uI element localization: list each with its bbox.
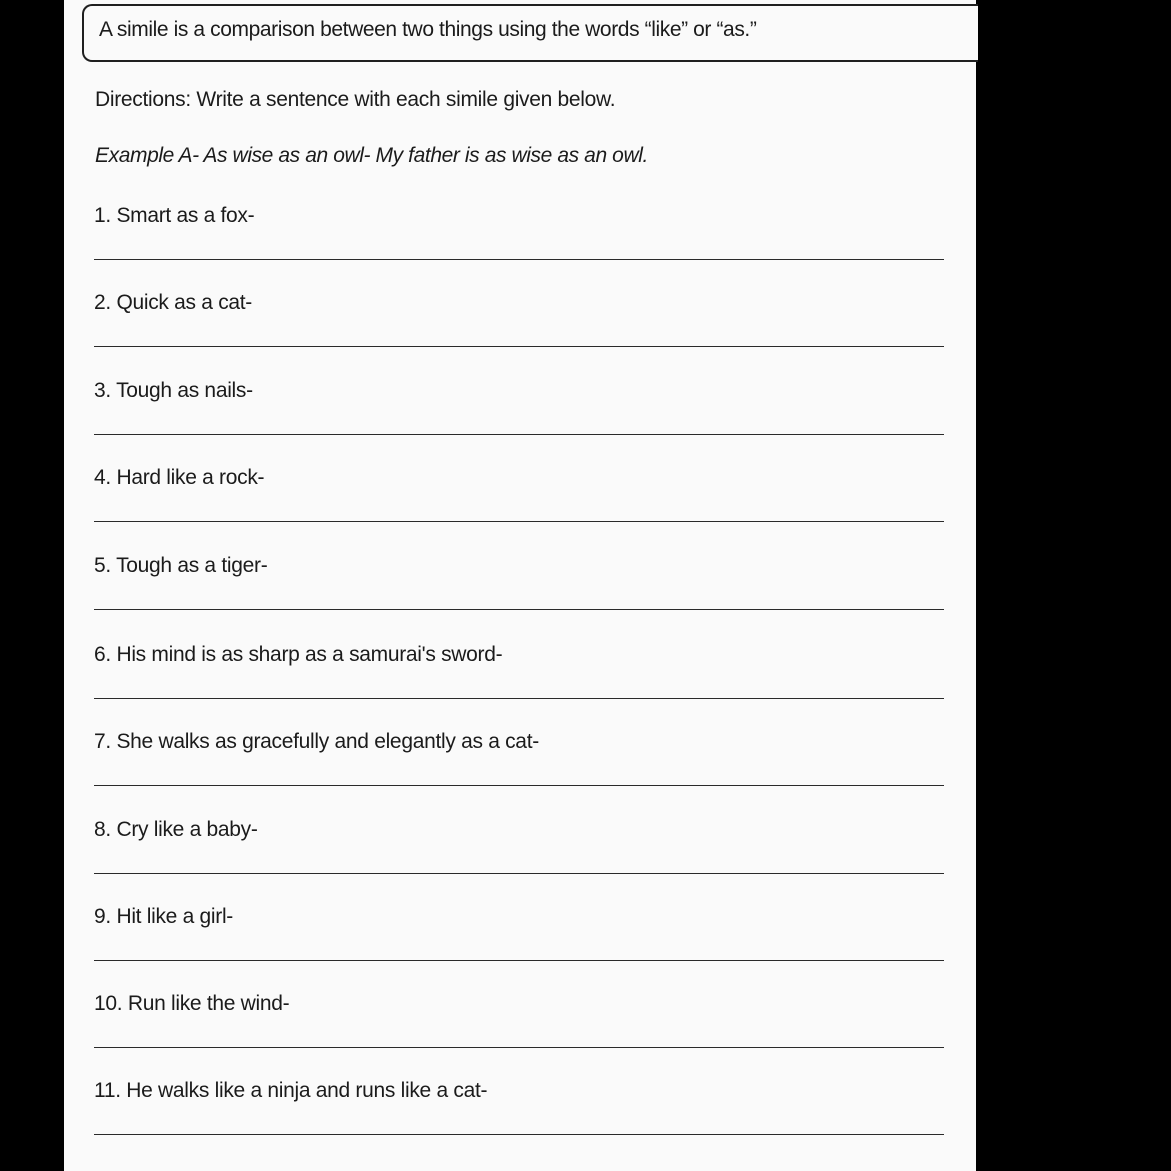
simile-item-1 xyxy=(94,204,944,292)
simile-prompt: 5. Tough as a tiger- xyxy=(94,554,268,577)
simile-prompt: 2. Quick as a cat- xyxy=(94,291,252,314)
simile-prompt: 8. Cry like a baby- xyxy=(94,818,258,841)
simile-item-4 xyxy=(94,466,944,554)
simile-item-9 xyxy=(94,905,944,993)
definition-box xyxy=(82,4,978,62)
simile-item-6 xyxy=(94,643,944,731)
answer-line[interactable] xyxy=(94,1134,944,1135)
answer-line[interactable] xyxy=(94,873,944,874)
directions-text: Directions: Write a sentence with each simile given below. xyxy=(95,88,616,111)
simile-prompt: 1. Smart as a fox- xyxy=(94,204,255,227)
simile-prompt: 6. His mind is as sharp as a samurai's sword- xyxy=(94,643,503,666)
simile-prompt: 7. She walks as gracefully and elegantly as a cat- xyxy=(94,730,539,753)
answer-line[interactable] xyxy=(94,521,944,522)
answer-line[interactable] xyxy=(94,609,944,610)
definition-text: A simile is a comparison between two things using the words “like” or “as.” xyxy=(99,18,757,41)
simile-prompt: 9. Hit like a girl- xyxy=(94,905,234,928)
example-text: Example A- As wise as an owl- My father is as wise as an owl. xyxy=(95,144,648,167)
simile-item-8 xyxy=(94,818,944,906)
simile-item-5 xyxy=(94,554,944,642)
simile-prompt: 10. Run like the wind- xyxy=(94,992,290,1015)
simile-prompt: 3. Tough as nails- xyxy=(94,379,253,402)
simile-prompt: 4. Hard like a rock- xyxy=(94,466,265,489)
simile-item-7 xyxy=(94,730,944,818)
simile-prompt: 11. He walks like a ninja and runs like a cat- xyxy=(94,1079,488,1102)
answer-line[interactable] xyxy=(94,1047,944,1048)
answer-line[interactable] xyxy=(94,698,944,699)
simile-item-11 xyxy=(94,1079,944,1167)
simile-item-10 xyxy=(94,992,944,1080)
worksheet-page xyxy=(64,0,976,1171)
answer-line[interactable] xyxy=(94,785,944,786)
answer-line[interactable] xyxy=(94,960,944,961)
simile-item-3 xyxy=(94,379,944,467)
simile-item-2 xyxy=(94,291,944,379)
answer-line[interactable] xyxy=(94,346,944,347)
answer-line[interactable] xyxy=(94,434,944,435)
answer-line[interactable] xyxy=(94,259,944,260)
